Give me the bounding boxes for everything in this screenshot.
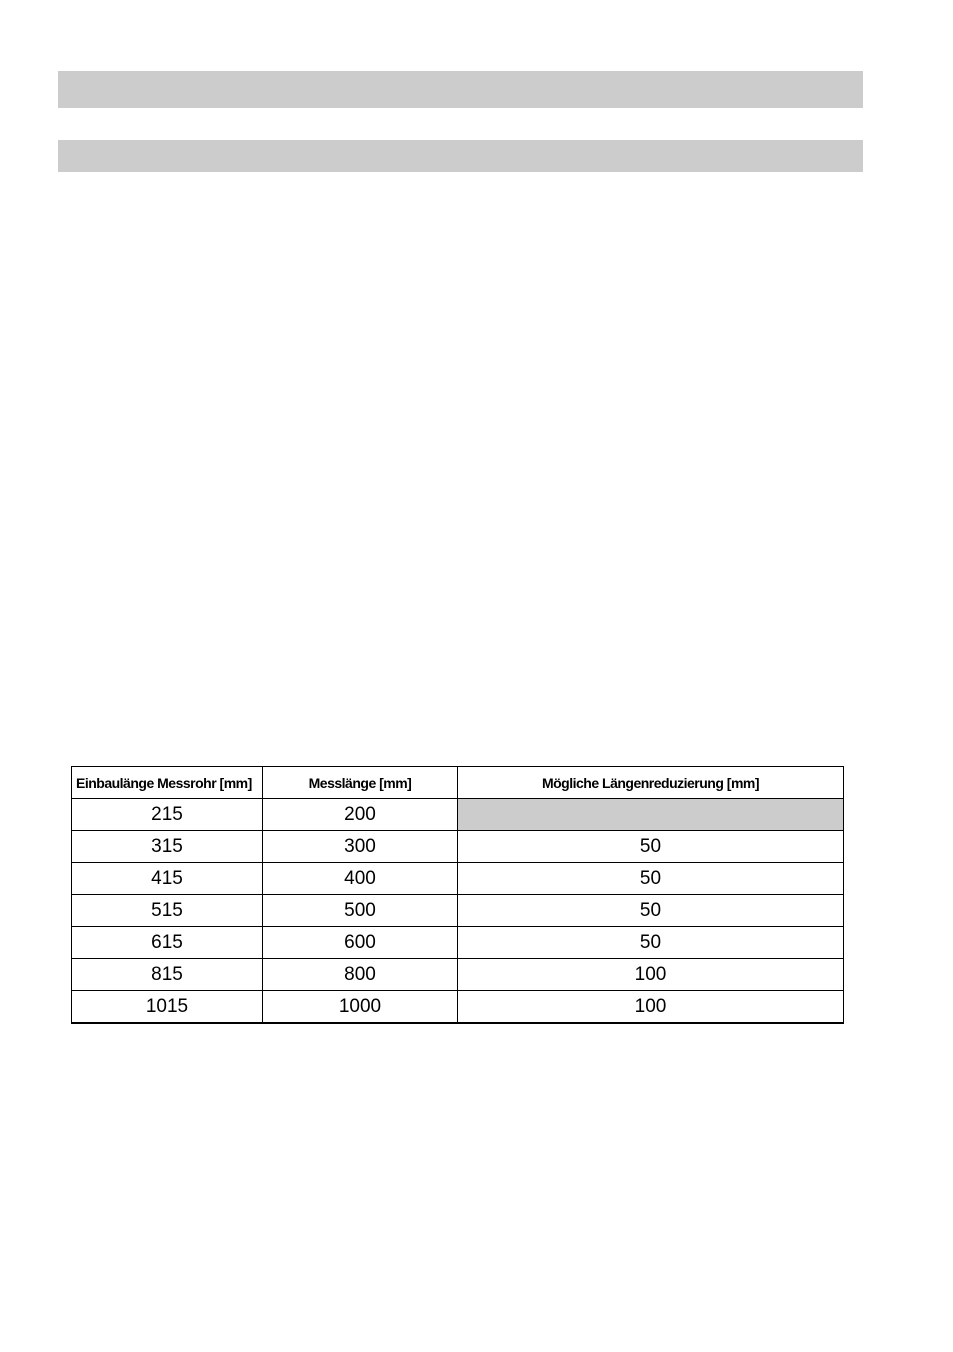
- cell-installation-length: 415: [72, 863, 263, 895]
- cell-possible-reduction: 100: [458, 959, 844, 991]
- cell-possible-reduction: 50: [458, 831, 844, 863]
- column-header-measuring-length: Messlänge [mm]: [263, 767, 458, 799]
- cell-measuring-length: 200: [263, 799, 458, 831]
- cell-possible-reduction: 100: [458, 991, 844, 1024]
- header-band-top: [58, 71, 863, 108]
- cell-installation-length: 1015: [72, 991, 263, 1024]
- cell-measuring-length: 400: [263, 863, 458, 895]
- table-row: [72, 927, 844, 959]
- cell-installation-length: 215: [72, 799, 263, 831]
- cell-installation-length: 515: [72, 895, 263, 927]
- table-row: [72, 831, 844, 863]
- cell-possible-reduction: 50: [458, 895, 844, 927]
- table-header-row: [72, 767, 844, 799]
- cell-installation-length: 315: [72, 831, 263, 863]
- length-reduction-table: [71, 766, 844, 1024]
- header-band-bottom: [58, 140, 863, 172]
- column-header-installation-length: Einbaulänge Messrohr [mm]: [72, 767, 263, 799]
- cell-possible-reduction: 50: [458, 863, 844, 895]
- table-row: [72, 863, 844, 895]
- cell-measuring-length: 1000: [263, 991, 458, 1024]
- table-row: [72, 895, 844, 927]
- cell-possible-reduction: [458, 799, 844, 831]
- table-row: [72, 959, 844, 991]
- cell-possible-reduction: 50: [458, 927, 844, 959]
- cell-measuring-length: 600: [263, 927, 458, 959]
- column-header-possible-reduction: Mögliche Längenreduzierung [mm]: [458, 767, 844, 799]
- table-row: [72, 799, 844, 831]
- cell-measuring-length: 500: [263, 895, 458, 927]
- table-row: [72, 991, 844, 1024]
- cell-installation-length: 615: [72, 927, 263, 959]
- cell-installation-length: 815: [72, 959, 263, 991]
- cell-measuring-length: 300: [263, 831, 458, 863]
- cell-measuring-length: 800: [263, 959, 458, 991]
